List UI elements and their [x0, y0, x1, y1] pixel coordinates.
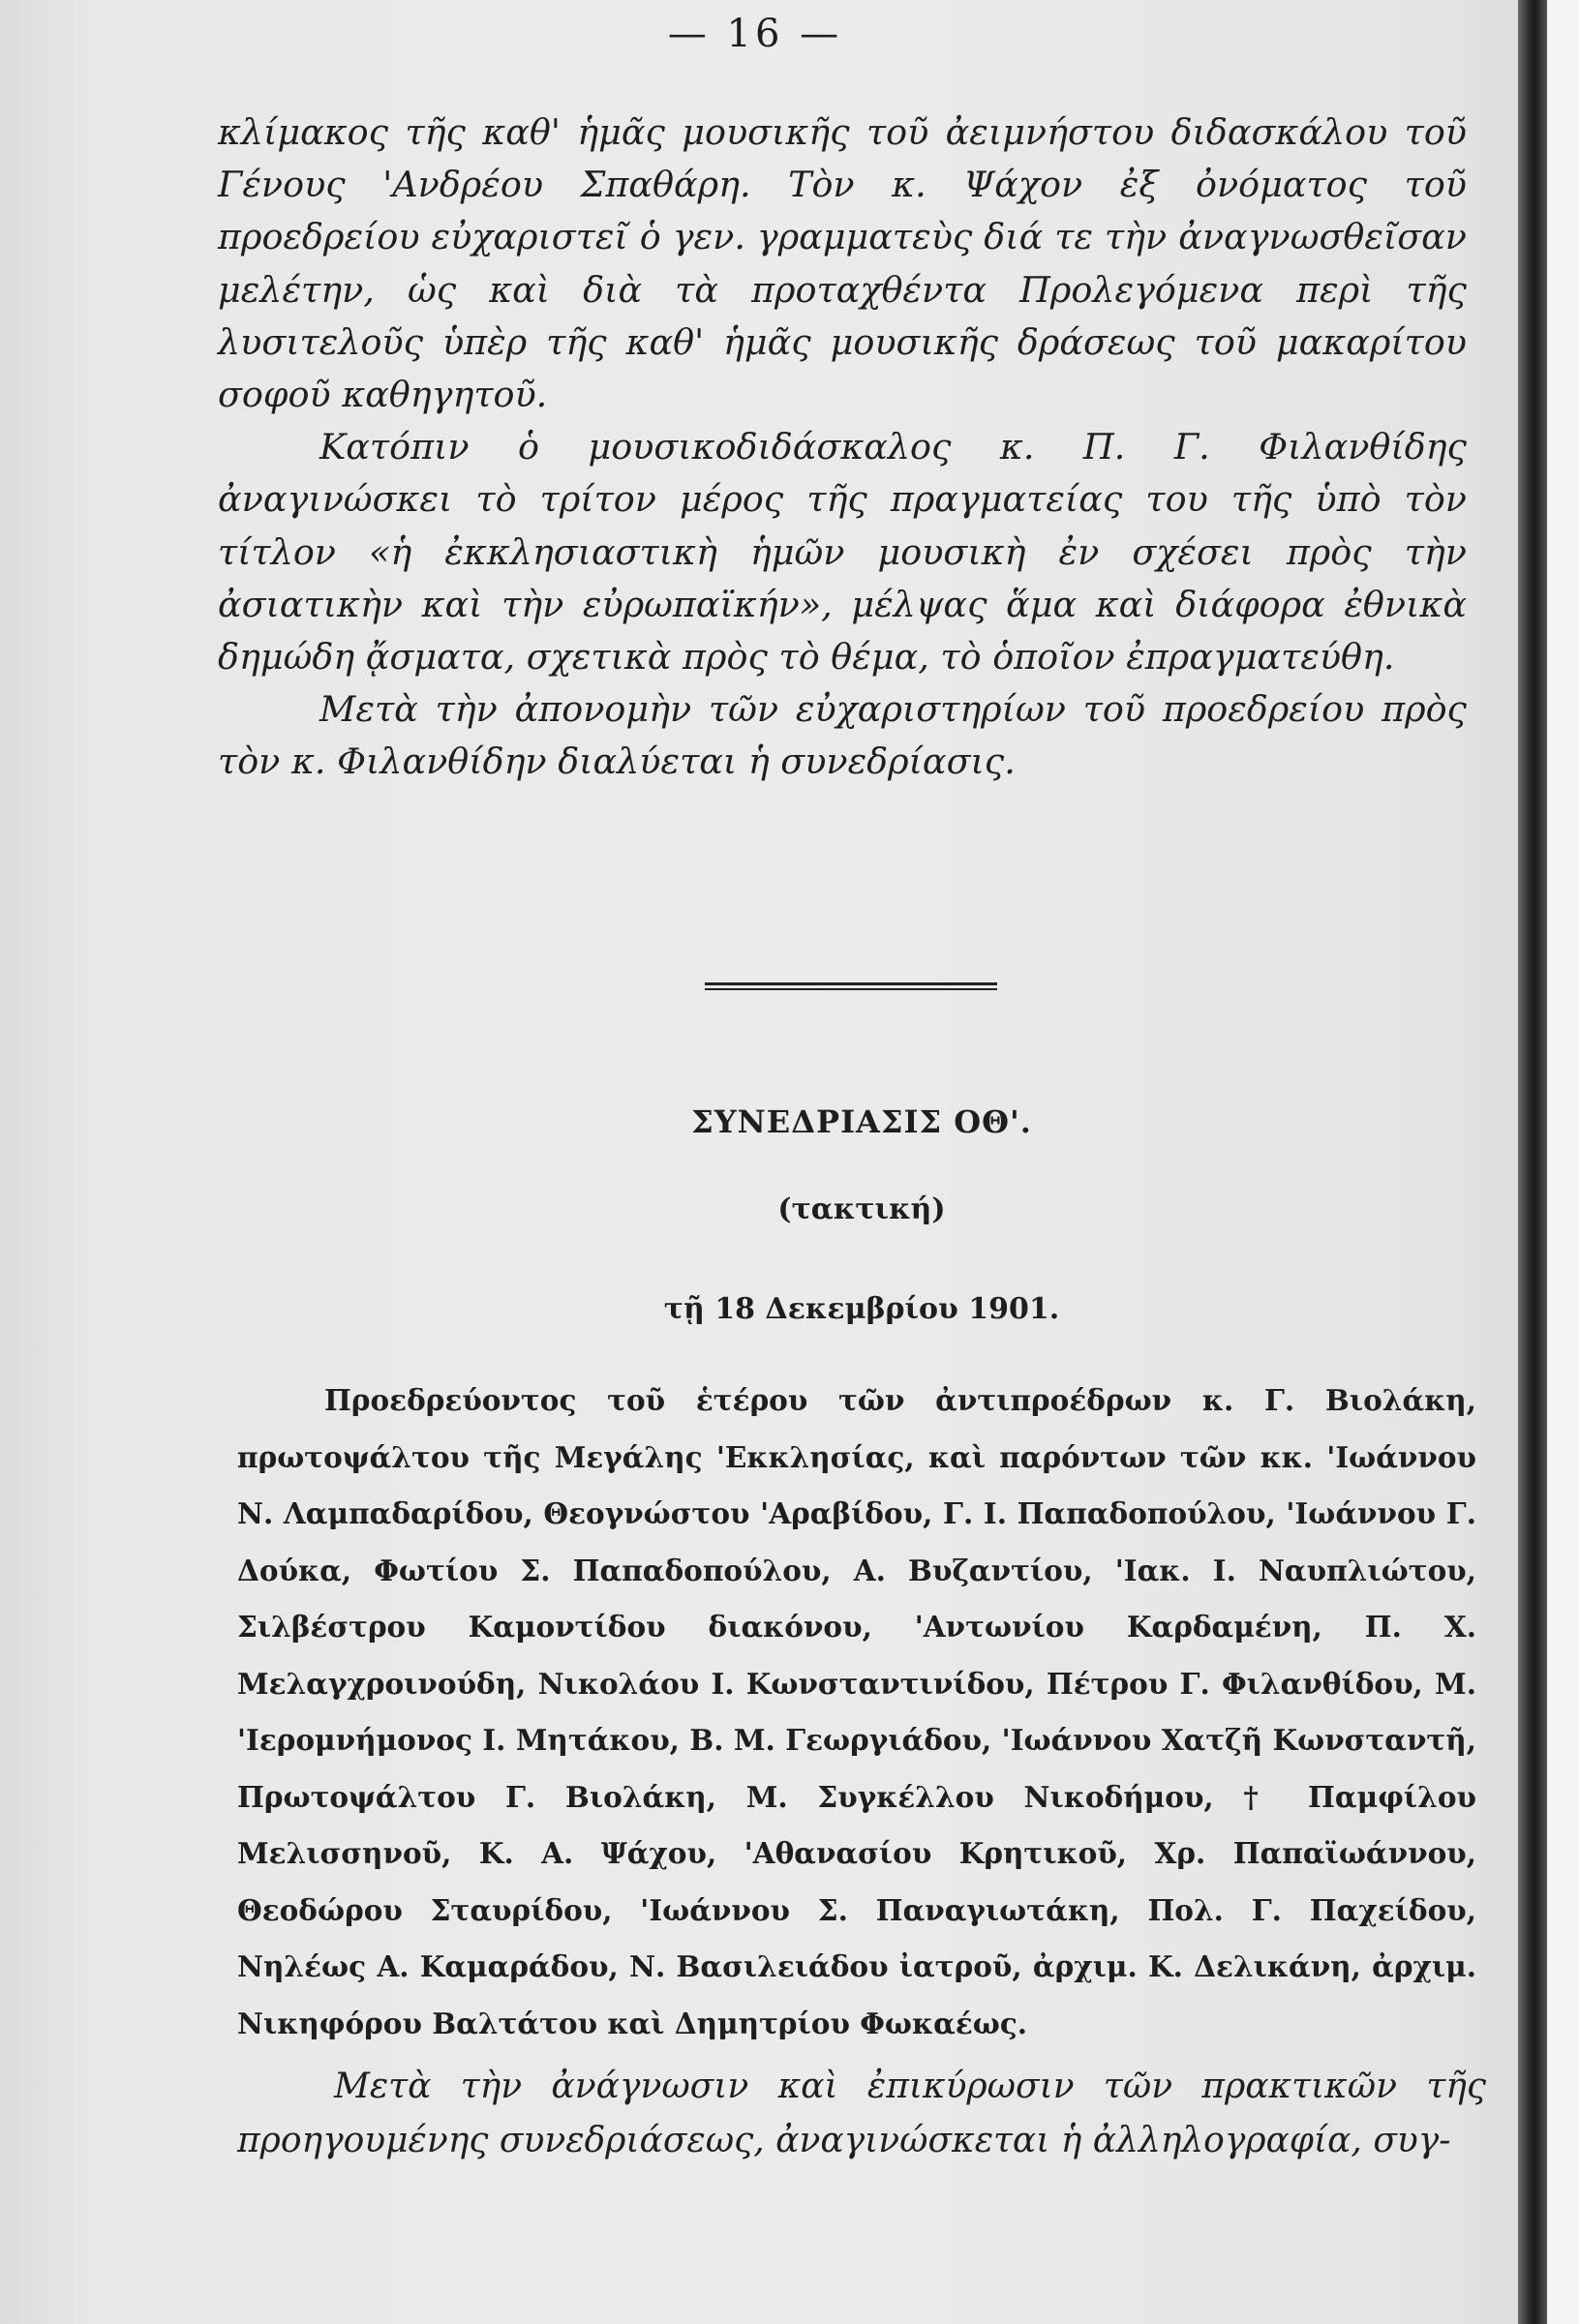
paragraph-filanthidis: Κατόπιν ὁ μουσικοδιδάσκαλος κ. Π. Γ. Φιλανθίδης ἀναγινώσκει τὸ τρίτον μέρος τῆς πραγματείας του τῆς ὑπὸ τὸν τίτλον «ἡ ἐκκλησιαστικὴ ἡμῶν μουσικὴ ἐν σχέσει πρὸς τὴν ἀσιατικὴν καὶ τὴν εὐρωπαϊκήν», μέλψας ἅμα καὶ διάφορα ἐθνικὰ δημώδη ᾄσματα, σχετικὰ πρὸς τὸ θέμα, τὸ ὁποῖον ἐπραγματεύθη.	[218, 426, 1467, 679]
attendance-paragraph: Προεδρεύοντος τοῦ ἑτέρου τῶν ἀντιπροέδρων κ. Γ. Βιολάκη, πρωτοψάλτου τῆς Μεγάλης 'Εκκλησίας, καὶ παρόντων τῶν κκ. 'Ιωάννου Ν. Λαμπαδαρίδου, Θεογνώστου 'Αραβίδου, Γ. Ι. Παπαδοπούλου, 'Ιωάννου Γ. Δούκα, Φωτίου Σ. Παπαδοπούλου, Α. Βυζαντίου, 'Ιακ. Ι. Ναυπλιώτου, Σιλβέστρου Καμοντίδου διακόνου, 'Αντωνίου Καρδαμένη, Π. Χ. Μελαγχροινούδη, Νικολάου Ι. Κωνσταντινίδου, Πέτρου Γ. Φιλανθίδου, Μ. 'Ιερομνήμονος Ι. Μητάκου, Β. Μ. Γεωργιάδου, 'Ιωάννου Χατζῆ Κωνσταντῆ, Πρωτοψάλτου Γ. Βιολάκη, Μ. Συγκέλλου Νικοδήμου, † Παμφίλου Μελισσηνοῦ, Κ. Α. Ψάχου, 'Αθανασίου Κρητικοῦ, Χρ. Παπαϊωάννου, Θεοδώρου Σταυρίδου, 'Ιωάννου Σ. Παναγιωτάκη, Πολ. Γ. Παχείδου, Νηλέως Α. Καμαράδου, Ν. Βασιλειάδου ἰατροῦ, ἀρχιμ. Κ. Δελικάνη, ἀρχιμ. Νικηφόρου Βαλτάτου καὶ Δημητρίου Φωκαέως.	[237, 1383, 1476, 2040]
paragraph-spatharis: κλίμακος τῆς καθ' ἡμᾶς μουσικῆς τοῦ ἀειμνήστου διδασκάλου τοῦ Γένους 'Ανδρέου Σπαθάρη. Τὸν κ. Ψάχον ἐξ ὀνόματος τοῦ προεδρείου εὐχαριστεῖ ὁ γεν. γραμματεὺς διά τε τὴν ἀναγνωσθεῖσαν μελέτην, ὡς καὶ διὰ τὰ προταχθέντα Προλεγόμενα περὶ τῆς λυσιτελοῦς ὑπὲρ τῆς καθ' ἡμᾶς μουσικῆς δράσεως τοῦ μακαρίτου σοφοῦ καθηγητοῦ.	[218, 111, 1467, 416]
attendance-block	[237, 1373, 1476, 2052]
session-title: ΣΥΝΕΔΡΙΑΣΙΣ ΟΘ'.	[691, 1103, 1032, 1140]
upper-text-block	[218, 106, 1467, 789]
paragraph-closing: Μετὰ τὴν ἀπονομὴν τῶν εὐχαριστηρίων τοῦ προεδρείου πρὸς τὸν κ. Φιλανθίδην διαλύεται ἡ συνεδρίασις.	[218, 688, 1467, 783]
page-number: — 16 —	[667, 12, 843, 56]
final-text-block	[237, 2060, 1486, 2168]
section-divider	[705, 982, 997, 990]
final-paragraph: Μετὰ τὴν ἀνάγνωσιν καὶ ἐπικύρωσιν τῶν πρακτικῶν τῆς προηγουμένης συνεδριάσεως, ἀναγινώσκεται ἡ ἀλληλογραφία, συγ-	[237, 2067, 1486, 2160]
facing-page-edge	[1547, 0, 1579, 2324]
book-spine-shadow	[1518, 0, 1547, 2324]
session-date: τῇ 18 Δεκεμβρίου 1901.	[663, 1292, 1060, 1326]
session-type: (τακτική)	[777, 1192, 946, 1226]
